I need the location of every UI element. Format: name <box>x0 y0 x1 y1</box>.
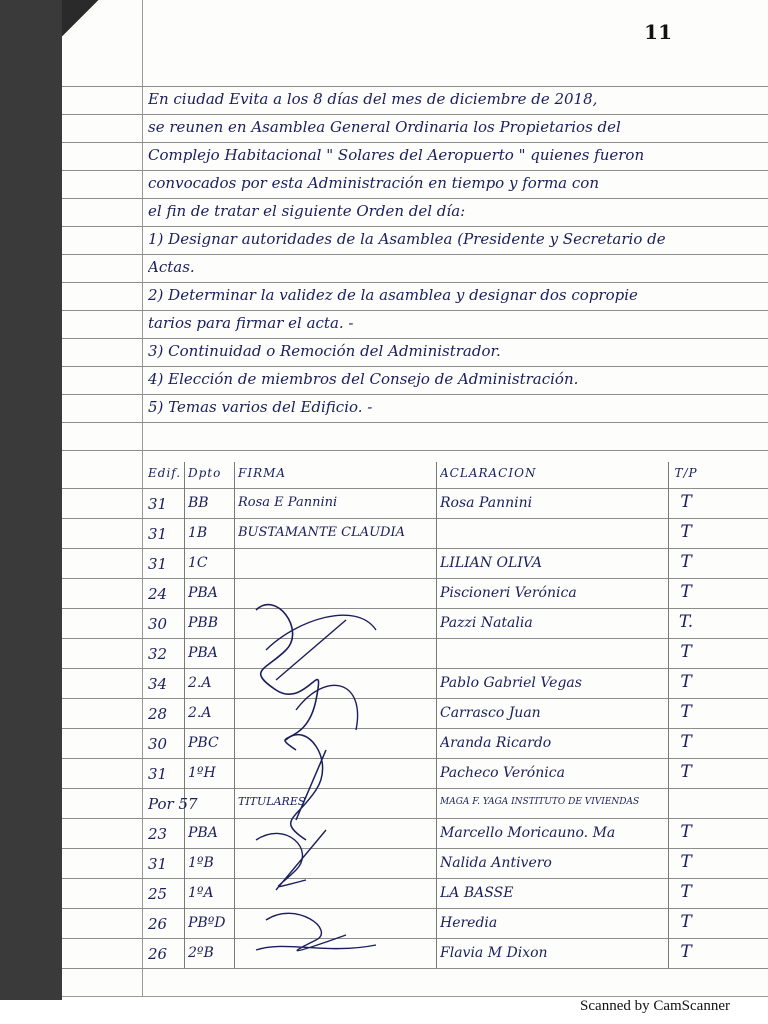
scanner-watermark: Scanned by CamScanner <box>580 998 730 1014</box>
ruled-line <box>62 758 768 759</box>
scan-corner-shadow <box>62 0 112 40</box>
page-number: 11 <box>644 20 672 44</box>
ruled-line <box>62 422 768 423</box>
cell-dpto: PBºD <box>188 915 226 931</box>
scan-dark-edge <box>0 0 62 1000</box>
ruled-line <box>62 818 768 819</box>
signature-scribble <box>266 615 376 730</box>
ruled-line <box>62 848 768 849</box>
cell-edificio: 26 <box>148 945 168 963</box>
cell-edificio: 24 <box>148 585 168 603</box>
ruled-line <box>62 908 768 909</box>
cell-edificio: 31 <box>148 555 168 573</box>
cell-edificio: Por 57 <box>148 795 198 813</box>
ruled-line <box>62 788 768 789</box>
ruled-line <box>62 282 768 283</box>
margin-line <box>142 0 143 996</box>
cell-aclaracion: Piscioneri Verónica <box>440 585 577 601</box>
cell-tp: T. <box>678 612 694 632</box>
signature-scribbles <box>236 590 386 970</box>
ruled-line <box>62 394 768 395</box>
acta-line: tarios para firmar el acta. - <box>148 314 354 332</box>
cell-dpto: PBA <box>188 825 218 841</box>
cell-edificio: 34 <box>148 675 168 693</box>
ruled-line <box>62 668 768 669</box>
header-firma: FIRMA <box>238 466 287 480</box>
table-column-divider <box>668 462 669 968</box>
cell-tp: T <box>680 642 692 662</box>
ruled-line <box>62 254 768 255</box>
cell-dpto: PBA <box>188 585 218 601</box>
cell-aclaracion: Nalida Antivero <box>440 855 552 871</box>
ruled-line <box>62 86 768 87</box>
cell-edificio: 30 <box>148 615 168 633</box>
ruled-line <box>62 968 768 969</box>
cell-aclaracion: MAGA F. YAGA INSTITUTO DE VIVIENDAS <box>440 797 640 807</box>
cell-edificio: 31 <box>148 525 168 543</box>
cell-dpto: 1B <box>188 525 208 541</box>
agenda-item: 3) Continuidad o Remoción del Administrador. <box>148 342 501 360</box>
cell-dpto: BB <box>188 495 209 511</box>
ruled-line <box>62 578 768 579</box>
cell-firma: Rosa E Pannini <box>238 495 338 510</box>
cell-tp: T <box>680 732 692 752</box>
agenda-item: 4) Elección de miembros del Consejo de Administración. <box>148 370 579 388</box>
signature-scribble <box>286 735 326 840</box>
cell-edificio: 32 <box>148 645 168 663</box>
ruled-line <box>62 938 768 939</box>
cell-aclaracion: LA BASSE <box>440 885 514 901</box>
agenda-item: 5) Temas varios del Edificio. - <box>148 398 373 416</box>
acta-line: el fin de tratar el siguiente Orden del día: <box>148 202 466 220</box>
cell-edificio: 28 <box>148 705 168 723</box>
acta-line: convocados por esta Administración en tiempo y forma con <box>148 174 599 192</box>
ruled-line <box>62 608 768 609</box>
signature-scribble <box>256 830 326 890</box>
cell-firma: TITULARES <box>238 795 306 808</box>
cell-aclaracion: Pazzi Natalia <box>440 615 533 631</box>
ruled-line <box>62 366 768 367</box>
header-aclaracion: ACLARACION <box>440 466 537 480</box>
agenda-item: 2) Determinar la validez de la asamblea y designar dos copropie <box>148 286 638 304</box>
cell-tp: T <box>680 552 692 572</box>
cell-dpto: PBA <box>188 645 218 661</box>
ruled-line <box>62 518 768 519</box>
cell-aclaracion: Rosa Pannini <box>440 495 533 511</box>
cell-dpto: 1ºA <box>188 885 214 901</box>
cell-dpto: 1ºH <box>188 765 216 781</box>
cell-tp: T <box>680 852 692 872</box>
cell-edificio: 30 <box>148 735 168 753</box>
table-column-divider <box>234 462 235 968</box>
cell-aclaracion: Aranda Ricardo <box>440 735 552 751</box>
cell-aclaracion: Flavia M Dixon <box>440 945 548 961</box>
table-column-divider <box>184 462 185 968</box>
table-column-divider <box>436 462 437 968</box>
cell-aclaracion: Carrasco Juan <box>440 705 541 721</box>
cell-tp: T <box>680 882 692 902</box>
cell-firma: BUSTAMANTE CLAUDIA <box>238 525 406 540</box>
cell-tp: T <box>680 822 692 842</box>
cell-dpto: PBC <box>188 735 219 751</box>
cell-tp: T <box>680 942 692 962</box>
ruled-line <box>62 226 768 227</box>
header-tp: T/P <box>674 466 698 480</box>
ruled-line <box>62 488 768 489</box>
cell-edificio: 25 <box>148 885 168 903</box>
acta-line: se reunen en Asamblea General Ordinaria los Propietarios del <box>148 118 621 136</box>
ruled-line <box>62 142 768 143</box>
cell-edificio: 23 <box>148 825 168 843</box>
cell-dpto: 2.A <box>188 705 212 721</box>
cell-tp: T <box>680 672 692 692</box>
cell-edificio: 31 <box>148 495 168 513</box>
cell-edificio: 26 <box>148 915 168 933</box>
cell-aclaracion: Pacheco Verónica <box>440 765 565 781</box>
signature-scribble <box>256 913 376 950</box>
ruled-line <box>62 548 768 549</box>
ruled-line <box>62 198 768 199</box>
header-dpto: Dpto <box>188 466 222 480</box>
cell-dpto: 2.A <box>188 675 212 691</box>
header-edificio: Edif. <box>148 466 182 480</box>
cell-tp: T <box>680 762 692 782</box>
cell-dpto: 2ºB <box>188 945 214 961</box>
signature-scribble <box>256 605 319 750</box>
acta-line: Complejo Habitacional " Solares del Aeropuerto " quienes fueron <box>148 146 645 164</box>
ruled-line <box>62 170 768 171</box>
cell-aclaracion: Heredia <box>440 915 498 931</box>
acta-line: En ciudad Evita a los 8 días del mes de diciembre de 2018, <box>148 90 598 108</box>
cell-tp: T <box>680 492 692 512</box>
cell-tp: T <box>680 912 692 932</box>
cell-aclaracion: Pablo Gabriel Vegas <box>440 675 582 691</box>
cell-edificio: 31 <box>148 765 168 783</box>
ruled-line <box>62 450 768 451</box>
cell-aclaracion: Marcello Moricauno. Ma <box>440 825 616 841</box>
cell-dpto: 1C <box>188 555 208 571</box>
cell-edificio: 31 <box>148 855 168 873</box>
agenda-item: 1) Designar autoridades de la Asamblea (Presidente y Secretario de <box>148 230 666 248</box>
cell-aclaracion: LILIAN OLIVA <box>440 555 543 571</box>
ruled-line <box>62 338 768 339</box>
ruled-line <box>62 878 768 879</box>
cell-dpto: PBB <box>188 615 218 631</box>
cell-dpto: 1ºB <box>188 855 214 871</box>
cell-tp: T <box>680 582 692 602</box>
ruled-line <box>62 114 768 115</box>
ruled-line <box>62 728 768 729</box>
ruled-line <box>62 310 768 311</box>
ruled-line <box>62 698 768 699</box>
acta-line: Actas. <box>148 258 195 276</box>
cell-tp: T <box>680 702 692 722</box>
cell-tp: T <box>680 522 692 542</box>
ruled-line <box>62 638 768 639</box>
